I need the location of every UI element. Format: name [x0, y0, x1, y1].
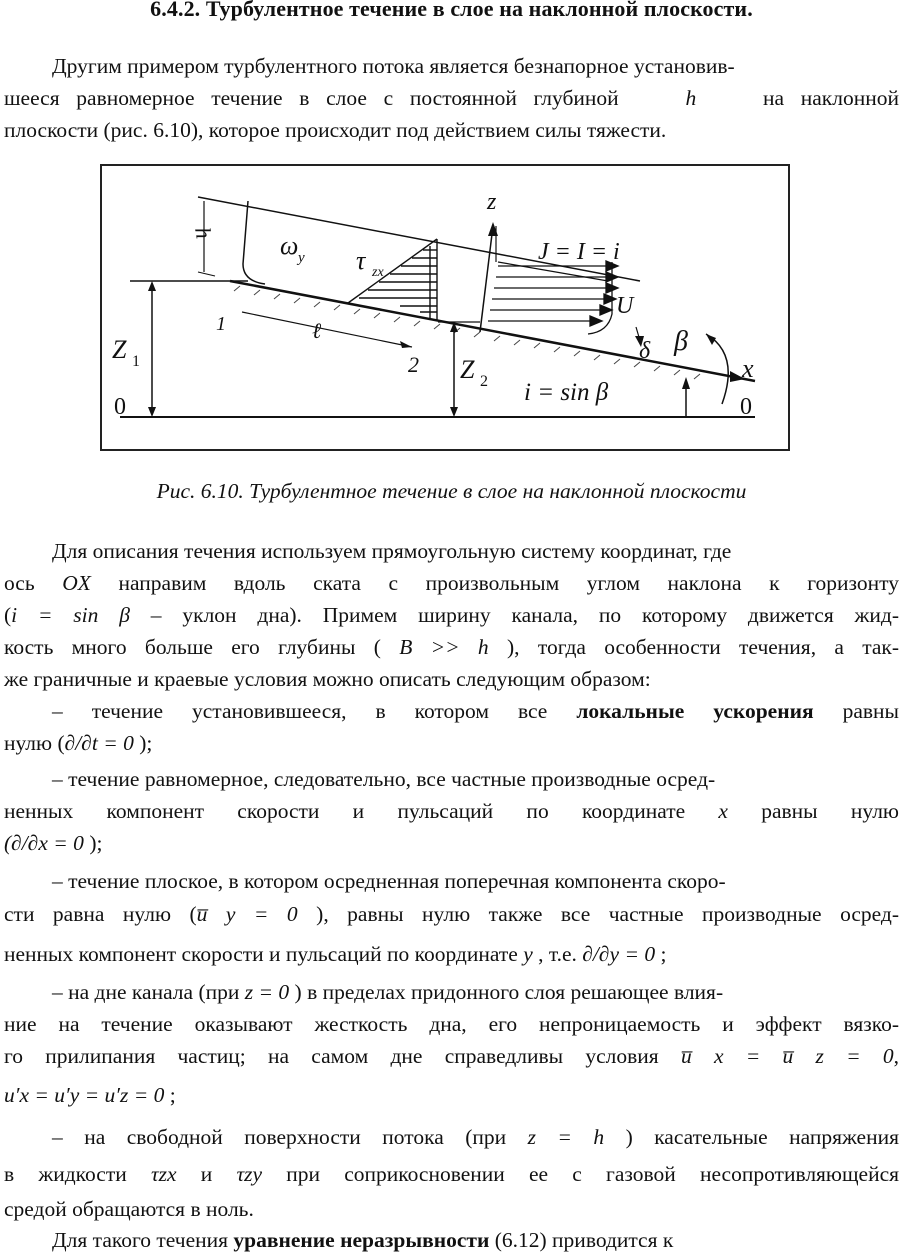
math-x: x: [718, 799, 728, 823]
text: же граничные и краевые условия можно описать следующим образом:: [4, 667, 651, 691]
text: , т.е.: [538, 942, 577, 966]
bullet-3-line-3: [4, 939, 899, 971]
section-title: 6.4.2. Турбулентное течение в слое на наклонной плоскости.: [150, 0, 753, 21]
text: ) касательные напряжения: [625, 1125, 899, 1149]
text: при соприкосновении ее с газовой несопротивляющейся: [286, 1162, 900, 1186]
label-section-2: 2: [408, 352, 419, 377]
figure-caption: Рис. 6.10. Турбулентное течение в слое на наклонной плоскости: [156, 479, 747, 503]
text: равны нулю: [761, 799, 899, 823]
bullet-1-line-1: [4, 696, 899, 728]
label-u: U: [616, 293, 634, 319]
z1-arrow-top: [148, 281, 156, 291]
math-tau-zx: τzx: [150, 1162, 177, 1186]
intro-line-1: [4, 51, 899, 83]
label-x: x: [742, 354, 754, 383]
body-line-5: [4, 664, 899, 696]
figure-diagram: [100, 164, 790, 451]
math-dt: ∂/∂t = 0: [64, 731, 134, 755]
last-line: [4, 1225, 899, 1257]
label-z1: Z: [112, 335, 127, 364]
bullet-3-line-2: [4, 899, 899, 931]
label-tau-sub: zx: [372, 265, 384, 280]
text: );: [139, 731, 153, 755]
math-b-gg-h: B >> h: [399, 635, 489, 659]
var-h: h: [685, 86, 697, 110]
text: равны: [842, 699, 900, 723]
text: кость много больше его глубины (: [4, 635, 381, 659]
math-i-sin-beta: i = sin β: [11, 603, 130, 627]
bullet-2-line-1: [4, 764, 899, 796]
label-zero-left: 0: [114, 394, 126, 420]
label-isin: i = sin β: [524, 379, 609, 406]
label-delta: δ: [639, 338, 651, 364]
bold-term: уравнение неразрывности: [233, 1228, 490, 1252]
label-z2-sub: 2: [480, 373, 488, 390]
z-axis: [480, 234, 492, 332]
text: нулю (: [4, 731, 65, 755]
text: и: [200, 1162, 213, 1186]
intro-line-3: [4, 115, 899, 147]
math-ux-uz: u̅ x = u̅ z = 0: [680, 1044, 894, 1068]
body-line-2: [4, 568, 899, 600]
math-ox: OX: [62, 571, 91, 595]
bullet-1-line-2: [4, 728, 899, 760]
label-beta: β: [674, 326, 688, 357]
intro-text-1: Другим примером турбулентного потока является безнапорное установив-: [52, 54, 735, 78]
text: – уклон дна). Примем ширину канала, по которому движется жид-: [150, 603, 900, 627]
text: ненных компонент скорости и пульсаций по координате: [4, 942, 518, 966]
intro-line-2: [4, 83, 899, 115]
label-section-1: 1: [216, 313, 226, 335]
text: – на свободной поверхности потока (при: [52, 1125, 507, 1149]
text: – течение плоское, в котором осредненная поперечная компонента скоро-: [52, 869, 726, 893]
label-omega-sub: y: [298, 250, 305, 266]
text: ), равны нулю также все частные производные осред-: [316, 902, 900, 926]
text: ось: [4, 571, 35, 595]
bullet-4-line-4: [4, 1080, 899, 1112]
z1-arrow-bottom: [148, 407, 156, 417]
bullet-4-line-3: [4, 1041, 899, 1073]
text: сти равна нулю (: [4, 902, 197, 926]
text: ;: [169, 1083, 176, 1107]
label-ell: ℓ: [312, 318, 322, 343]
label-jiu: J = I = i: [538, 239, 620, 265]
label-tau: τ: [356, 246, 366, 275]
text: в жидкости: [4, 1162, 127, 1186]
bold-term: локальные ускорения: [576, 699, 814, 723]
math-dx: (∂/∂x = 0: [4, 831, 84, 855]
math-dy: ∂/∂y = 0: [582, 942, 656, 966]
text: – на дне канала (при: [52, 980, 240, 1004]
text: (: [4, 603, 12, 627]
label-h: h: [190, 225, 217, 241]
bullet-2-line-3: [4, 828, 899, 860]
intro-text-3: плоскости (рис. 6.10), которое происходит под действием силы тяжести.: [4, 118, 667, 142]
label-z: z: [487, 189, 497, 215]
math-pulsations: u′x = u′y = u′z = 0: [4, 1083, 165, 1107]
text: го прилипания частиц; на самом дне справедливы условия: [4, 1044, 659, 1068]
bullet-2-line-2: [4, 796, 899, 828]
text: средой обращаются в ноль.: [4, 1197, 254, 1221]
text: );: [89, 831, 103, 855]
intro-text-2a: шееся равномерное течение в слое с постоянной глубиной: [4, 86, 619, 110]
text: ;: [660, 942, 667, 966]
text: (6.12) приводится к: [494, 1228, 674, 1252]
beta-arc: [706, 334, 728, 404]
body-line-3: [4, 600, 899, 632]
bullet-5-line-1: [4, 1122, 899, 1154]
z2-arrow-bottom: [450, 407, 458, 417]
intro-text-2b: на наклонной: [763, 86, 900, 110]
velocity-profile: [488, 261, 618, 334]
text: – течение равномерное, следовательно, все частные производные осред-: [52, 767, 716, 791]
text: ненных компонент скорости и пульсаций по координате: [4, 799, 686, 823]
bullet-4-line-1: [4, 977, 899, 1009]
body-line-1: [4, 536, 899, 568]
bullet-5-line-2: [4, 1159, 899, 1191]
text: Для описания течения используем прямоугольную систему координат, где: [52, 539, 732, 563]
math-tau-zy: τzy: [236, 1162, 263, 1186]
label-z1-sub: 1: [132, 353, 140, 370]
math-zh: z = h: [527, 1125, 605, 1149]
text: ) в пределах придонного слоя решающее влия-: [294, 980, 724, 1004]
body-line-4: [4, 632, 899, 664]
text: ), тогда особенности течения, а так-: [507, 635, 900, 659]
text: ние на течение оказывают жесткость дна, его непроницаемость и эффект вязко-: [4, 1012, 899, 1036]
label-z2: Z: [460, 355, 475, 384]
bullet-5-line-3: [4, 1194, 899, 1226]
text: – течение установившееся, в котором все: [52, 699, 548, 723]
text: направим вдоль ската с произвольным углом наклона к горизонту: [118, 571, 899, 595]
math-y: y: [523, 942, 533, 966]
length-dimension: [242, 312, 412, 347]
math-uy: u̅ y = 0: [196, 902, 298, 926]
label-zero-right: 0: [740, 394, 752, 420]
bullet-4-line-2: [4, 1009, 899, 1041]
section-1-profile: [243, 201, 265, 284]
bullet-3-line-1: [4, 866, 899, 898]
label-omega: ω: [280, 231, 299, 260]
math-z0: z = 0: [244, 980, 290, 1004]
text: ,: [893, 1044, 899, 1068]
text: Для такого течения: [52, 1228, 229, 1252]
